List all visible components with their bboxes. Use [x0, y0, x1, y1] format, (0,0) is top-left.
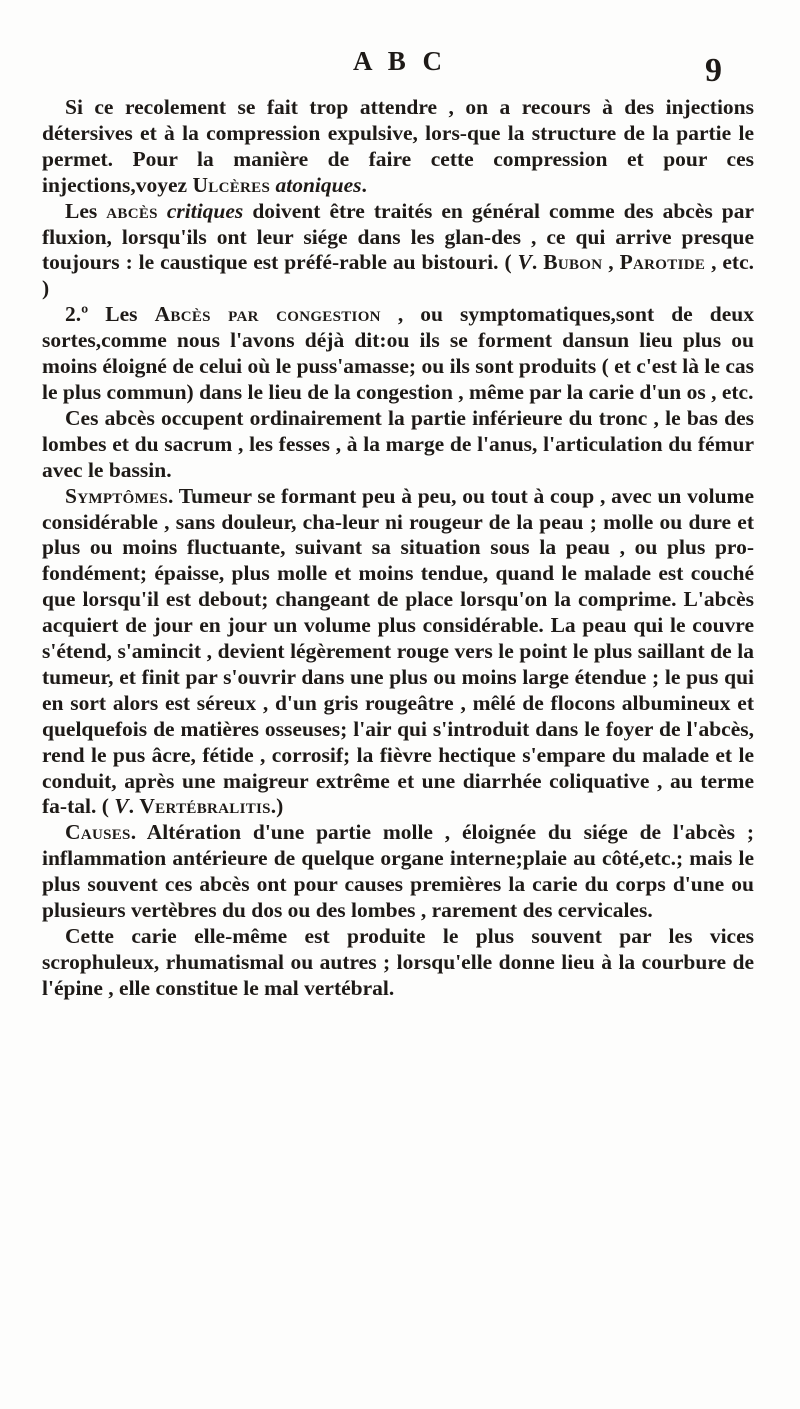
text-run: .: [128, 794, 140, 819]
text-run: .: [531, 250, 544, 275]
italic-run: critiques: [166, 198, 244, 223]
paragraph-p4: [42, 406, 754, 484]
paragraph-p7: [42, 924, 754, 1002]
small-caps-run: Bubon: [543, 250, 603, 275]
running-header-title: A B C: [352, 46, 448, 76]
small-caps-run: Ulcères: [192, 172, 271, 197]
text-run: , etc. ): [42, 250, 755, 301]
paragraph-p2: [42, 199, 754, 303]
italic-run: V: [517, 250, 532, 275]
small-caps-run: Abcès par congestion: [154, 302, 381, 327]
text-run: ,: [602, 250, 620, 275]
italic-run: atoniques: [275, 172, 362, 197]
paragraph-p6: [42, 820, 754, 924]
text-run: Les: [65, 198, 107, 223]
text-run: .): [270, 794, 284, 819]
text-run: . Altération d'une partie molle , éloignée du siége de l'abcès ; inflammation antérieure de quelque organe interne;plaie au côté,etc.; mais le plus souvent ces abcès ont pour causes premières la carie du corps d'une ou plusieurs vertèbres du dos ou des lombes , rarement des cervicales.: [42, 820, 754, 923]
text-run: 2.º Les: [65, 302, 155, 327]
text-run: Cette carie elle-même est produite le plus souvent par les vices scrophuleux, rhumatismal ou autres ; lorsqu'elle donne lieu à la courbure de l'épine , elle constitue le mal vertébral.: [42, 924, 754, 1000]
body-text: [42, 95, 754, 1002]
paragraph-p5: [42, 484, 754, 821]
small-caps-run: Vertébralitis: [139, 794, 271, 819]
italic-run: V: [114, 794, 129, 819]
text-run: , ou symptomatiques,sont de deux sortes,comme nous l'avons déjà dit:ou ils se forment dansun lieu plus ou moins éloigné de celui où le puss'amasse; ou ils sont produits ( et c'est là le cas le plus commun) dans le lieu de la congestion , même par la carie d'un os , etc.: [42, 302, 754, 404]
text-run: Si ce recolement se fait trop attendre , on a recours à des injections détersives et à la compression expulsive, lors-que la structure de la partie le permet. Pour la manière de faire cette compression et pour ces injections,voyez: [42, 95, 754, 197]
small-caps-run: Causes: [65, 820, 131, 845]
small-caps-run: Symptômes: [65, 483, 168, 508]
text-run: . Tumeur se formant peu à peu, ou tout à coup , avec un volume considérable , sans douleur, cha-leur ni rougeur de la peau ; molle ou dure et plus ou moins fluctuante, suivant sa situation sous la peau , ou plus pro-fondément; épaisse, plus molle et moins tendue, quand le malade est couché que lorsqu'il est debout; changeant de place lorsqu'on la comprime. L'abcès acquiert de jour en jour un volume plus considérable. La peau qui le couvre s'étend, s'amincit , devient légèrement rouge vers le point le plus saillant de la tumeur, et finit par s'ouvrir dans une plus ou moins large étendue ; le pus qui en sort alors est séreux , d'un gris rougeâtre , mêlé de flocons albumineux et quelquefois de matières osseuses; l'air qui s'introduit dans le foyer de l'abcès, rend le pus âcre, fétide , corrosif; la fièvre hectique s'empare du malade et le conduit, après une maigreur extrême et une diarrhée coliquative , au terme fa-tal. (: [42, 483, 754, 819]
text-run: .: [361, 172, 367, 197]
small-caps-run: abcès: [106, 198, 158, 223]
text-run: Ces abcès occupent ordinairement la partie inférieure du tronc , le bas des lombes et du sacrum , les fesses , à la marge de l'anus, l'articulation du fémur avec le bassin.: [42, 405, 754, 482]
text-run: doivent être traités en général comme des abcès par fluxion, lorsqu'ils ont leur siége dans les glan-des , ce qui arrive presque toujours : le caustique est préfé-rable au bistouri. (: [42, 198, 755, 275]
running-header: [0, 46, 800, 89]
text-run: [158, 199, 167, 223]
paragraph-p3: [42, 302, 754, 406]
small-caps-run: Parotide: [619, 250, 706, 275]
paragraph-p1: [42, 95, 754, 199]
page-number: 9: [705, 52, 722, 89]
